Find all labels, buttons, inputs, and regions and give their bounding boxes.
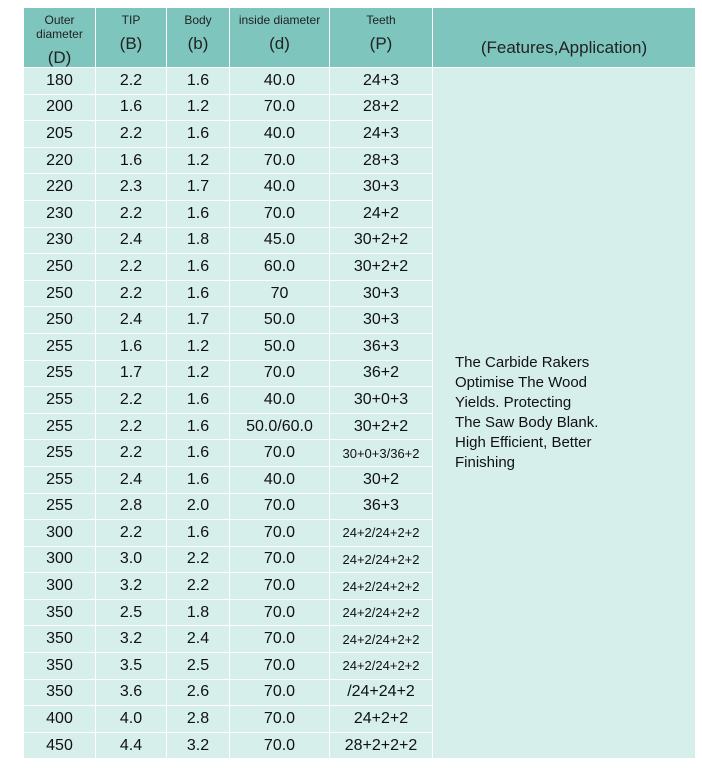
cell-inside-diameter: 70.0 — [230, 200, 330, 227]
cell-teeth: 28+3 — [330, 147, 433, 174]
cell-tip: 3.5 — [96, 653, 167, 680]
cell-inside-diameter: 70.0 — [230, 626, 330, 653]
features-description — [433, 68, 696, 759]
header-symbol: (b) — [187, 34, 209, 53]
cell-outer-diameter: 205 — [24, 121, 96, 148]
cell-body: 1.6 — [167, 121, 230, 148]
cell-teeth: 30+2+2 — [330, 227, 433, 254]
cell-outer-diameter: 300 — [24, 546, 96, 573]
cell-outer-diameter: 300 — [24, 520, 96, 547]
cell-body: 1.6 — [167, 413, 230, 440]
cell-outer-diameter: 255 — [24, 413, 96, 440]
cell-tip: 3.2 — [96, 626, 167, 653]
cell-outer-diameter: 250 — [24, 307, 96, 334]
cell-inside-diameter: 70.0 — [230, 679, 330, 706]
cell-inside-diameter: 40.0 — [230, 174, 330, 201]
cell-body: 2.6 — [167, 679, 230, 706]
cell-teeth: 36+3 — [330, 493, 433, 520]
cell-inside-diameter: 45.0 — [230, 227, 330, 254]
cell-body: 2.2 — [167, 573, 230, 600]
header-body — [167, 8, 230, 68]
cell-inside-diameter: 70.0 — [230, 440, 330, 467]
cell-tip: 2.4 — [96, 307, 167, 334]
cell-tip: 2.4 — [96, 466, 167, 493]
cell-inside-diameter: 40.0 — [230, 466, 330, 493]
cell-body: 1.2 — [167, 333, 230, 360]
header-label: inside diameter — [238, 13, 321, 27]
cell-inside-diameter: 70.0 — [230, 706, 330, 733]
cell-inside-diameter: 70.0 — [230, 520, 330, 547]
cell-teeth: 24+3 — [330, 121, 433, 148]
cell-outer-diameter: 350 — [24, 599, 96, 626]
cell-outer-diameter: 255 — [24, 440, 96, 467]
cell-teeth: /24+24+2 — [330, 679, 433, 706]
cell-inside-diameter: 70.0 — [230, 493, 330, 520]
saw-blade-spec-table-container — [23, 7, 695, 759]
header-label: TIP — [121, 13, 141, 27]
cell-tip: 4.0 — [96, 706, 167, 733]
cell-teeth: 24+2/24+2+2 — [330, 573, 433, 600]
cell-inside-diameter: 60.0 — [230, 254, 330, 281]
cell-inside-diameter: 40.0 — [230, 68, 330, 95]
cell-body: 2.0 — [167, 493, 230, 520]
cell-outer-diameter: 450 — [24, 732, 96, 759]
cell-outer-diameter: 250 — [24, 280, 96, 307]
cell-teeth: 30+3 — [330, 174, 433, 201]
cell-body: 1.6 — [167, 200, 230, 227]
header-symbol: (D) — [47, 48, 72, 67]
cell-tip: 1.6 — [96, 147, 167, 174]
header-label: Outer diameter — [36, 13, 83, 41]
cell-teeth: 36+2 — [330, 360, 433, 387]
header-label: Body — [184, 13, 212, 27]
header-teeth — [330, 8, 433, 68]
cell-tip: 2.3 — [96, 174, 167, 201]
cell-body: 1.2 — [167, 147, 230, 174]
cell-teeth: 30+0+3 — [330, 387, 433, 414]
cell-tip: 2.4 — [96, 227, 167, 254]
cell-inside-diameter: 50.0 — [230, 333, 330, 360]
cell-inside-diameter: 70.0 — [230, 599, 330, 626]
cell-body: 1.6 — [167, 254, 230, 281]
cell-body: 1.7 — [167, 307, 230, 334]
cell-tip: 2.2 — [96, 200, 167, 227]
header-symbol: (B) — [119, 34, 143, 53]
cell-body: 1.6 — [167, 387, 230, 414]
cell-inside-diameter: 70.0 — [230, 94, 330, 121]
cell-body: 1.7 — [167, 174, 230, 201]
cell-inside-diameter: 40.0 — [230, 387, 330, 414]
header-tip — [96, 8, 167, 68]
cell-teeth: 24+2+2 — [330, 706, 433, 733]
cell-outer-diameter: 350 — [24, 679, 96, 706]
cell-tip: 2.2 — [96, 387, 167, 414]
header-outer-diameter — [24, 8, 96, 68]
cell-tip: 1.6 — [96, 333, 167, 360]
cell-outer-diameter: 255 — [24, 387, 96, 414]
cell-teeth: 30+2+2 — [330, 413, 433, 440]
cell-teeth: 24+2/24+2+2 — [330, 599, 433, 626]
cell-tip: 4.4 — [96, 732, 167, 759]
cell-body: 2.8 — [167, 706, 230, 733]
cell-outer-diameter: 400 — [24, 706, 96, 733]
cell-tip: 2.5 — [96, 599, 167, 626]
cell-tip: 2.2 — [96, 68, 167, 95]
cell-tip: 2.2 — [96, 121, 167, 148]
cell-tip: 2.2 — [96, 440, 167, 467]
features-line: High Efficient, Better — [455, 434, 592, 452]
cell-inside-diameter: 70 — [230, 280, 330, 307]
table-row — [24, 68, 696, 95]
header-label: Teeth — [366, 13, 396, 27]
cell-inside-diameter: 40.0 — [230, 121, 330, 148]
cell-body: 3.2 — [167, 732, 230, 759]
cell-inside-diameter: 70.0 — [230, 546, 330, 573]
cell-outer-diameter: 180 — [24, 68, 96, 95]
features-line: Optimise The Wood — [455, 374, 588, 392]
features-line: The Carbide Rakers — [455, 354, 590, 372]
cell-teeth: 30+3 — [330, 307, 433, 334]
cell-tip: 2.2 — [96, 280, 167, 307]
cell-teeth: 24+2/24+2+2 — [330, 520, 433, 547]
cell-inside-diameter: 50.0 — [230, 307, 330, 334]
cell-outer-diameter: 200 — [24, 94, 96, 121]
cell-tip: 3.6 — [96, 679, 167, 706]
header-features-application — [433, 8, 696, 68]
cell-outer-diameter: 350 — [24, 653, 96, 680]
cell-teeth: 24+3 — [330, 68, 433, 95]
cell-tip: 2.8 — [96, 493, 167, 520]
cell-outer-diameter: 255 — [24, 493, 96, 520]
cell-body: 1.6 — [167, 68, 230, 95]
cell-teeth: 24+2/24+2+2 — [330, 546, 433, 573]
cell-body: 1.2 — [167, 94, 230, 121]
cell-body: 1.6 — [167, 466, 230, 493]
cell-inside-diameter: 70.0 — [230, 147, 330, 174]
cell-outer-diameter: 255 — [24, 333, 96, 360]
cell-teeth: 30+3 — [330, 280, 433, 307]
cell-outer-diameter: 220 — [24, 174, 96, 201]
cell-body: 1.8 — [167, 227, 230, 254]
cell-tip: 1.7 — [96, 360, 167, 387]
cell-teeth: 36+3 — [330, 333, 433, 360]
table-body — [24, 68, 696, 759]
cell-tip: 3.2 — [96, 573, 167, 600]
header-symbol: (P) — [369, 34, 393, 53]
header-symbol: (d) — [269, 34, 290, 53]
cell-tip: 2.2 — [96, 520, 167, 547]
cell-inside-diameter: 70.0 — [230, 653, 330, 680]
cell-body: 2.4 — [167, 626, 230, 653]
cell-body: 1.2 — [167, 360, 230, 387]
cell-inside-diameter: 70.0 — [230, 360, 330, 387]
cell-outer-diameter: 250 — [24, 254, 96, 281]
cell-teeth: 24+2 — [330, 200, 433, 227]
cell-outer-diameter: 230 — [24, 227, 96, 254]
cell-tip: 1.6 — [96, 94, 167, 121]
cell-teeth: 24+2/24+2+2 — [330, 626, 433, 653]
features-line: The Saw Body Blank. — [455, 414, 599, 432]
cell-teeth: 28+2+2+2 — [330, 732, 433, 759]
cell-body: 2.5 — [167, 653, 230, 680]
cell-teeth: 30+2+2 — [330, 254, 433, 281]
cell-tip: 3.0 — [96, 546, 167, 573]
cell-outer-diameter: 300 — [24, 573, 96, 600]
saw-blade-spec-table — [23, 7, 696, 759]
cell-inside-diameter: 50.0/60.0 — [230, 413, 330, 440]
cell-teeth: 24+2/24+2+2 — [330, 653, 433, 680]
cell-inside-diameter: 70.0 — [230, 573, 330, 600]
cell-body: 1.6 — [167, 520, 230, 547]
cell-tip: 2.2 — [96, 254, 167, 281]
cell-teeth: 30+2 — [330, 466, 433, 493]
cell-outer-diameter: 220 — [24, 147, 96, 174]
cell-body: 1.6 — [167, 440, 230, 467]
cell-inside-diameter: 70.0 — [230, 732, 330, 759]
cell-body: 1.6 — [167, 280, 230, 307]
cell-teeth: 30+0+3/36+2 — [330, 440, 433, 467]
cell-body: 2.2 — [167, 546, 230, 573]
cell-outer-diameter: 350 — [24, 626, 96, 653]
cell-outer-diameter: 255 — [24, 360, 96, 387]
features-line: Yields. Protecting — [455, 394, 572, 412]
cell-outer-diameter: 230 — [24, 200, 96, 227]
header-label: (Features,Application) — [480, 37, 648, 57]
features-line: Finishing — [455, 454, 516, 472]
header-row — [24, 8, 696, 68]
header-inside-diameter — [230, 8, 330, 68]
cell-outer-diameter: 255 — [24, 466, 96, 493]
cell-body: 1.8 — [167, 599, 230, 626]
cell-tip: 2.2 — [96, 413, 167, 440]
cell-teeth: 28+2 — [330, 94, 433, 121]
